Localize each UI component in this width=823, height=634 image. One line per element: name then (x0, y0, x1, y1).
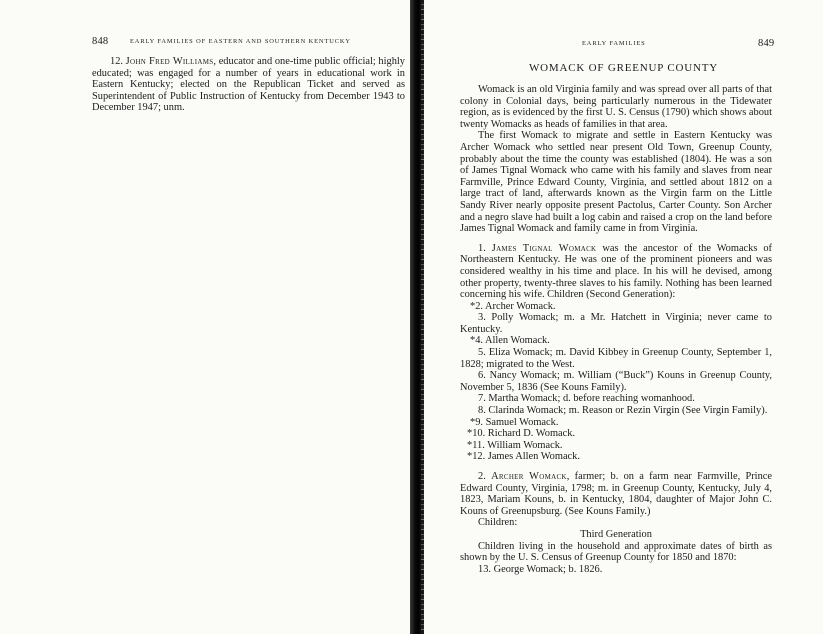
child-item: 3. Polly Womack; m. a Mr. Hatchett in Virginia; never came to Kentucky. (460, 312, 772, 335)
left-page-number: 848 (92, 36, 109, 47)
children-label: Children: (478, 517, 518, 529)
child-item: 8. Clarinda Womack; m. Reason or Rezin Virgin (See Virgin Family). (478, 405, 768, 417)
child-item: 7. Martha Womack; d. before reaching womanhood. (478, 393, 695, 405)
entry-2 (460, 471, 772, 517)
right-body (460, 84, 772, 575)
right-page-number: 849 (758, 38, 775, 49)
entry-name: John Fred Williams (125, 56, 214, 67)
child-item: 5. Eliza Womack; m. David Kibbey in Greenup County, September 1, 1828; migrated to the West. (460, 347, 772, 370)
child-item: *9. Samuel Womack. (470, 416, 559, 428)
article-title: WOMACK OF GREENUP COUNTY (529, 62, 718, 74)
right-running-head: EARLY FAMILIES (582, 40, 646, 47)
entry-2-number: 2. (478, 471, 492, 482)
left-running-head: EARLY FAMILIES OF EASTERN AND SOUTHERN KENTUCKY (130, 38, 351, 45)
child-item: *4. Allen Womack. (470, 335, 550, 347)
right-page (424, 0, 823, 634)
entry-number: 12. (110, 56, 126, 67)
child-item: 6. Nancy Womack; m. William (“Buck”) Kouns in Greenup County, November 5, 1836 (See Kouns Family). (460, 370, 772, 393)
intro-paragraph-2: The first Womack to migrate and settle in Eastern Kentucky was Archer Womack who settled near present Old Town, Greenup County, probably about the time the county was established (1804). He was a son of James Tignal Womack who came with his family and slaves from near Farmville, Prince Edward County, Virginia, and settled about 1812 on a large tract of land, afterwards known as the Virgin farm on the Little Sandy River nearly opposite present Pactolus, Carter County. Son Archer and a negro slave had built a log cabin and raised a crop on the land before James Tignal Womack and family came in from Virginia. (460, 130, 772, 235)
child-item: *2. Archer Womack. (470, 300, 556, 312)
child-item: *10. Richard D. Womack. (467, 428, 576, 440)
left-page (0, 0, 410, 634)
entry-1 (460, 243, 772, 301)
list-item: 13. George Womack; b. 1826. (478, 563, 603, 575)
entry-text: , educator and one-time public official; highly educated; was engaged for a number of years in educational work in Eastern Kentucky; elected on the Republican Ticket and served as Superintendent of Public Instruction of Kentucky from December 1943 to December 1947; unm. (92, 56, 405, 114)
entry-1-number: 1. (478, 242, 492, 254)
entry-1-text: was the ancestor of the Womacks of Northeastern Kentucky. He was one of the prominent pioneers and was considered wealthy in his time and place. In his will he devised, among other property, twenty-three slaves to his family. Nothing has been learned concerning his wife. Children (Second Generation): (460, 242, 773, 301)
generation-heading: Third Generation (580, 528, 652, 540)
entry-2-name: Archer Womack (491, 471, 567, 482)
child-item: *12. James Allen Womack. (467, 451, 580, 463)
census-note: Children living in the household and approximate dates of birth as shown by the U. S. Census of Greenup County for 1850 and 1870: (460, 540, 772, 564)
intro-paragraph-1: Womack is an old Virginia family and was spread over all parts of that colony in Colonial days, being particularly numerous in the Tidewater region, as is evidenced by the first U. S. Census (1790) which shows about twenty Womacks as heads of families in that area. (460, 84, 772, 130)
entry-2-text: , farmer; b. on a farm near Farmville, Prince Edward County, Virginia, 1798; m. in Greenup County, Kentucky, July 4, 1823, Mariam Kouns, b. in Kentucky, 1804, daughter of Major John C. Kouns of Greenupsburg. (See Kouns Family.) (460, 471, 772, 517)
entry-1-name: James Tignal Womack (491, 242, 597, 254)
left-entry (92, 56, 405, 114)
child-item: *11. William Womack. (467, 439, 563, 451)
